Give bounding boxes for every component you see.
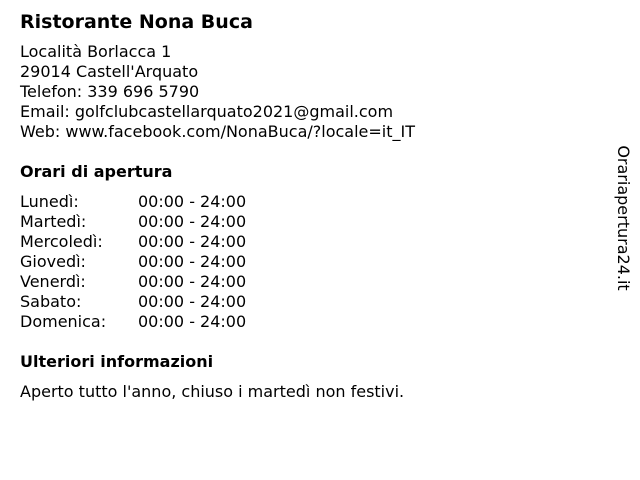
day-label: Sabato:: [20, 292, 82, 311]
time-range: 00:00 - 24:00: [138, 192, 247, 211]
email-line: Email: golfclubcastellarquato2021@gmail.com: [20, 102, 394, 121]
hours-table: [20, 192, 600, 332]
web-line: Web: www.facebook.com/NonaBuca/?locale=it_IT: [20, 122, 416, 141]
contact-block: [20, 42, 600, 142]
address-line-2: 29014 Castell'Arquato: [20, 62, 199, 81]
day-label: Mercoledì:: [20, 232, 103, 251]
site-watermark: Orariapertura24.it: [614, 145, 633, 291]
time-range: 00:00 - 24:00: [138, 292, 247, 311]
business-name: Ristorante Nona Buca: [20, 11, 253, 33]
time-range: 00:00 - 24:00: [138, 212, 247, 231]
day-label: Domenica:: [20, 312, 107, 331]
time-range: 00:00 - 24:00: [138, 312, 247, 331]
info-heading: Ulteriori informazioni: [20, 352, 214, 371]
address-line-1: Località Borlacca 1: [20, 42, 172, 61]
hours-row-tuesday: [20, 212, 600, 232]
hours-row-wednesday: [20, 232, 600, 252]
time-range: 00:00 - 24:00: [138, 272, 247, 291]
hours-heading: Orari di apertura: [20, 162, 173, 181]
day-label: Venerdì:: [20, 272, 86, 291]
hours-row-monday: [20, 192, 600, 212]
time-range: 00:00 - 24:00: [138, 232, 247, 251]
day-label: Lunedì:: [20, 192, 79, 211]
time-range: 00:00 - 24:00: [138, 252, 247, 271]
info-text: Aperto tutto l'anno, chiuso i martedì non festivi.: [20, 382, 405, 401]
hours-row-friday: [20, 272, 600, 292]
day-label: Giovedì:: [20, 252, 86, 271]
hours-row-sunday: [20, 312, 600, 332]
hours-row-thursday: [20, 252, 600, 272]
business-card: [20, 10, 600, 402]
day-label: Martedì:: [20, 212, 87, 231]
phone-line: Telefon: 339 696 5790: [20, 82, 200, 101]
hours-row-saturday: [20, 292, 600, 312]
